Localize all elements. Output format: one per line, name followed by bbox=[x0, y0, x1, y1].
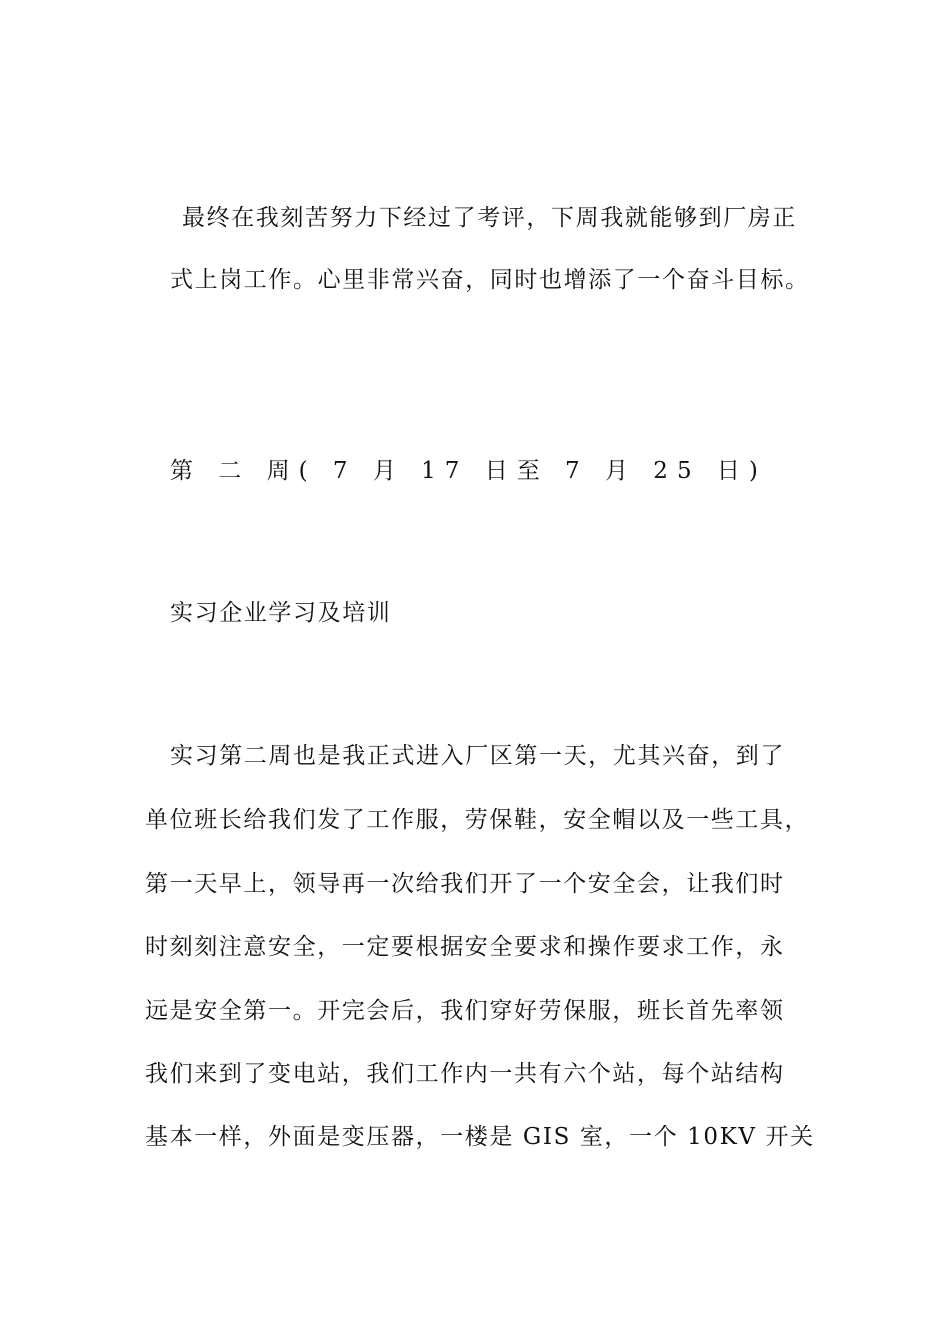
paragraph-1-line-2: 式上岗工作。心里非常兴奋，同时也增添了一个奋斗目标。 bbox=[170, 267, 810, 293]
week-heading: 第 二 周( 7 月 17 日至 7 月 25 日) bbox=[170, 458, 767, 484]
paragraph-2-line-6: 我们来到了变电站，我们工作内一共有六个站，每个站结构 bbox=[145, 1061, 785, 1087]
paragraph-2-line-3: 第一天早上，领导再一次给我们开了一个安全会，让我们时 bbox=[145, 871, 785, 897]
section-heading: 实习企业学习及培训 bbox=[170, 600, 392, 626]
paragraph-2-line-5: 远是安全第一。开完会后，我们穿好劳保服，班长首先率领 bbox=[145, 998, 785, 1024]
paragraph-1-line-1: 最终在我刻苦努力下经过了考评，下周我就能够到厂房正 bbox=[182, 205, 797, 231]
paragraph-2-line-1: 实习第二周也是我正式进入厂区第一天，尤其兴奋，到了 bbox=[170, 743, 785, 769]
paragraph-2-line-2: 单位班长给我们发了工作服，劳保鞋，安全帽以及一些工具， bbox=[145, 807, 810, 833]
paragraph-2-line-4: 时刻刻注意安全，一定要根据安全要求和操作要求工作，永 bbox=[145, 934, 785, 960]
paragraph-2-line-7: 基本一样，外面是变压器，一楼是 GIS 室，一个 10KV 开关 bbox=[145, 1124, 815, 1150]
